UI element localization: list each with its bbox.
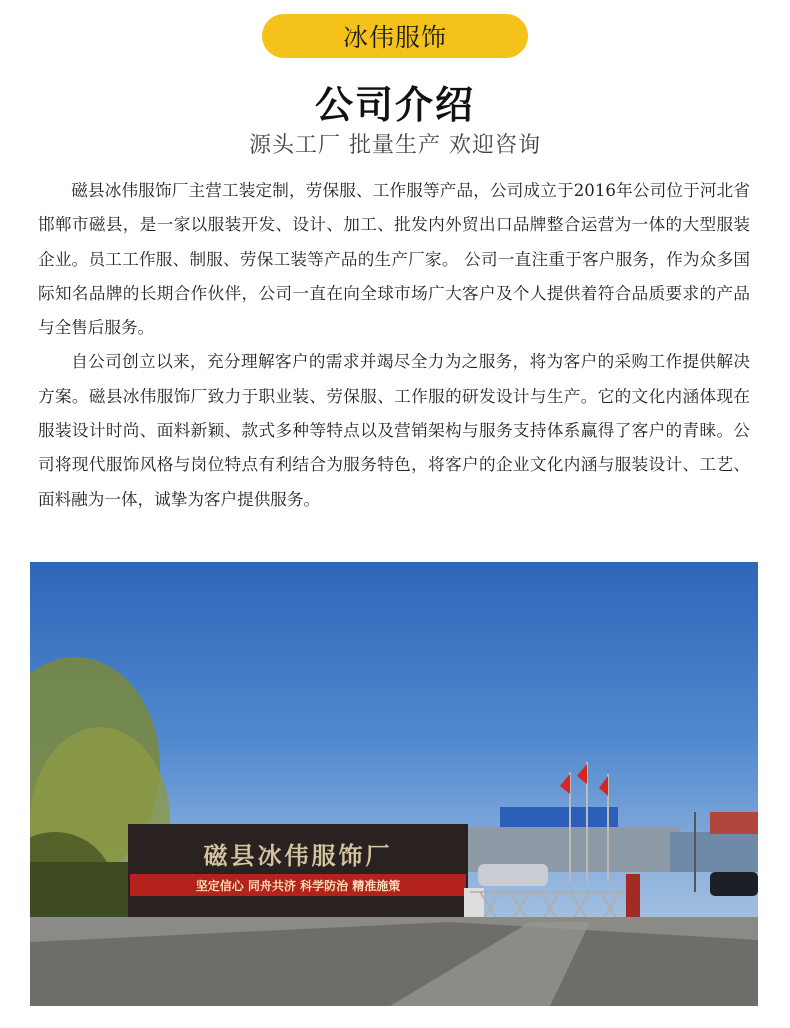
page-title: 公司介绍 <box>314 83 475 127</box>
brand-badge <box>262 14 528 58</box>
brand-badge-label: 冰伟服饰 <box>342 23 447 52</box>
intro-paragraph-2: 自公司创立以来，充分理解客户的需求并竭尽全力为之服务，将为客户的采购工作提供解决方案。磁县冰伟服饰厂致力于职业装、劳保服、工作服的研发设计与生产。它的文化内涵体现在服装设计时尚、面料新颖、款式多种等特点以及营销架构与服务支持体系赢得了客户的青睐。公司将现代服饰风格与岗位特点有利结合为服务特色，将客户的企业文化内涵与服装设计、工艺、面料融为一体，诚挚为客户提供服务。 <box>38 352 750 509</box>
factory-gate-photo <box>30 562 758 1006</box>
gate-banner-text: 坚定信心 同舟共济 科学防治 精准施策 <box>195 879 401 893</box>
gate-sign-text: 磁县冰伟服饰厂 <box>203 842 393 870</box>
page-subtitle: 源头工厂 批量生产 欢迎咨询 <box>249 133 541 158</box>
intro-text <box>38 174 750 517</box>
intro-paragraph-1: 磁县冰伟服饰厂主营工装定制，劳保服、工作服等产品，公司成立于2016年公司位于河北省邯郸市磁县，是一家以服装开发、设计、加工、批发内外贸出口品牌整合运营为一体的大型服装企业。员工工作服、制服、劳保工装等产品的生产厂家。 公司一直注重于客户服务，作为众多国际知名品牌的长期合作伙伴，公司一直在向全球市场广大客户及个人提供着符合品质要求的产品与全售后服务。 <box>38 181 750 338</box>
